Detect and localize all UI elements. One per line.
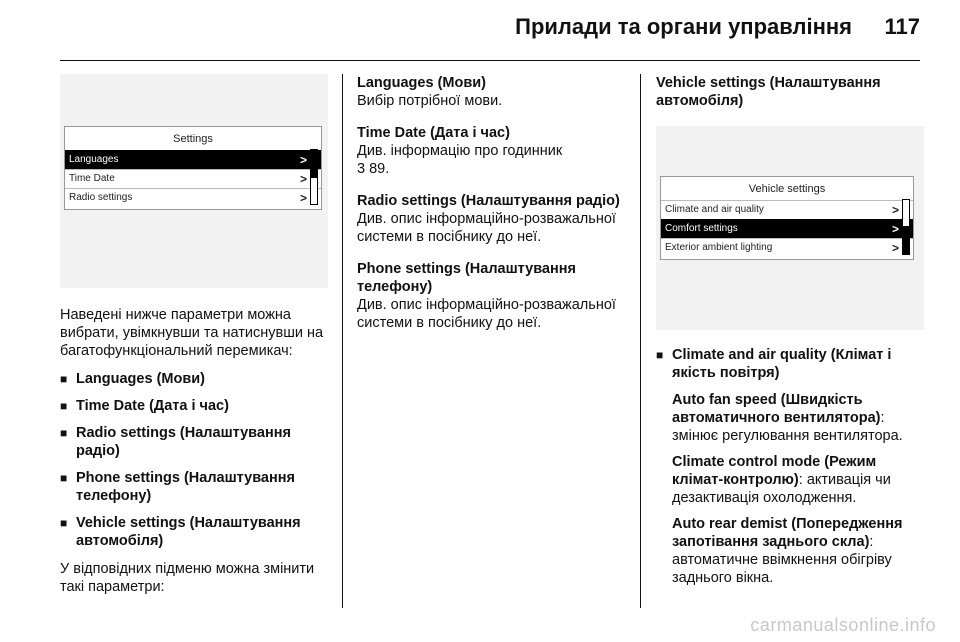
entry-phone-settings	[357, 260, 625, 332]
page-reference: 3 89.	[357, 161, 390, 177]
chevron-right-icon: >	[299, 172, 307, 186]
vehicle-settings-figure	[656, 126, 924, 330]
list-item: ■ Languages (Мови)	[60, 370, 328, 388]
list-item: ■ Phone settings (Налаштування телефону)	[60, 469, 328, 505]
entry-heading: Radio settings (Налаштування радіо)	[357, 193, 620, 209]
sub-item-text: : активація чи дезактивація охолодження.	[672, 472, 891, 506]
scrollbar-thumb	[311, 150, 317, 178]
screen-title: Settings	[173, 133, 213, 145]
entry-heading: Phone settings (Налаштування телефону)	[357, 261, 576, 295]
vehicle-settings-heading: Vehicle settings (Налаштування автомобіля)	[656, 75, 881, 109]
row-label: Radio settings	[69, 192, 133, 203]
screen-title: Vehicle settings	[748, 183, 826, 195]
sub-item-climate-control-mode	[656, 453, 924, 507]
screen-row	[65, 150, 321, 169]
sub-item-title: Auto fan speed (Швидкість автоматичного вентилятора)	[672, 392, 881, 426]
column-divider	[640, 74, 641, 608]
chevron-right-icon: >	[891, 222, 899, 236]
header-rule	[60, 60, 920, 61]
chevron-right-icon: >	[299, 153, 307, 167]
option-list	[60, 370, 328, 550]
screen-row	[661, 238, 913, 257]
section-title: Прилади та органи управління	[515, 14, 852, 39]
right-column	[656, 74, 924, 595]
screen-row	[661, 200, 913, 219]
vehicle-settings-screen	[660, 176, 914, 260]
screen-row	[65, 188, 321, 207]
list-item: ■ Time Date (Дата і час)	[60, 397, 328, 415]
vehicle-options-list	[656, 346, 924, 382]
entry-time-date	[357, 124, 625, 178]
middle-column	[357, 74, 625, 346]
list-item: ■ Climate and air quality (Клімат і якість повітря)	[656, 346, 924, 382]
entry-heading: Time Date (Дата і час)	[357, 125, 510, 141]
sub-item-auto-rear-demist	[656, 515, 924, 587]
watermark: carmanualsonline.info	[750, 615, 936, 635]
outro-text: У відповідних підменю можна змінити такі параметри:	[60, 561, 315, 595]
scrollbar	[902, 199, 910, 255]
page-number: 117	[884, 14, 920, 39]
row-label: Exterior ambient lighting	[665, 242, 773, 253]
chevron-right-icon: >	[891, 203, 899, 217]
list-item: ■ Vehicle settings (Налаштування автомобіля)	[60, 514, 328, 550]
list-item: ■ Radio settings (Налаштування радіо)	[60, 424, 328, 460]
page-header	[0, 0, 960, 60]
column-divider	[342, 74, 343, 608]
entry-text: Див. опис інформаційно-розважальної системи в посібнику до неї.	[357, 211, 616, 245]
chevron-right-icon: >	[891, 241, 899, 255]
entry-text: Див. інформацію про годинник	[357, 143, 563, 159]
row-label: Climate and air quality	[665, 204, 764, 215]
sub-item-auto-fan-speed	[656, 391, 924, 445]
entry-languages	[357, 74, 625, 110]
sub-item-title: Climate control mode (Режим клімат-контролю)	[672, 454, 877, 488]
scrollbar	[310, 149, 318, 205]
row-label: Time Date	[69, 173, 115, 184]
sub-item-text: : автоматичне ввімкнення обігріву заднього вікна.	[672, 534, 892, 586]
chevron-right-icon: >	[299, 191, 307, 205]
left-column	[60, 74, 328, 606]
scrollbar-thumb	[903, 226, 909, 254]
settings-figure	[60, 74, 328, 288]
sub-item-text: : змінює регулювання вентилятора.	[672, 410, 903, 444]
row-label: Languages	[69, 154, 119, 165]
settings-screen	[64, 126, 322, 210]
sub-item-title: Auto rear demist (Попередження запотівання заднього скла)	[672, 516, 903, 550]
entry-text: Вибір потрібної мови.	[357, 93, 503, 109]
entry-radio-settings	[357, 192, 625, 246]
screen-row	[65, 169, 321, 188]
entry-heading: Languages (Мови)	[357, 75, 486, 91]
entry-text: Див. опис інформаційно-розважальної системи в посібнику до неї.	[357, 297, 616, 331]
intro-text: Наведені нижче параметри можна вибрати, увімкнувши та натиснувши на багатофункціональний перемикач:	[60, 307, 324, 359]
row-label: Comfort settings	[665, 223, 738, 234]
screen-row	[661, 219, 913, 238]
